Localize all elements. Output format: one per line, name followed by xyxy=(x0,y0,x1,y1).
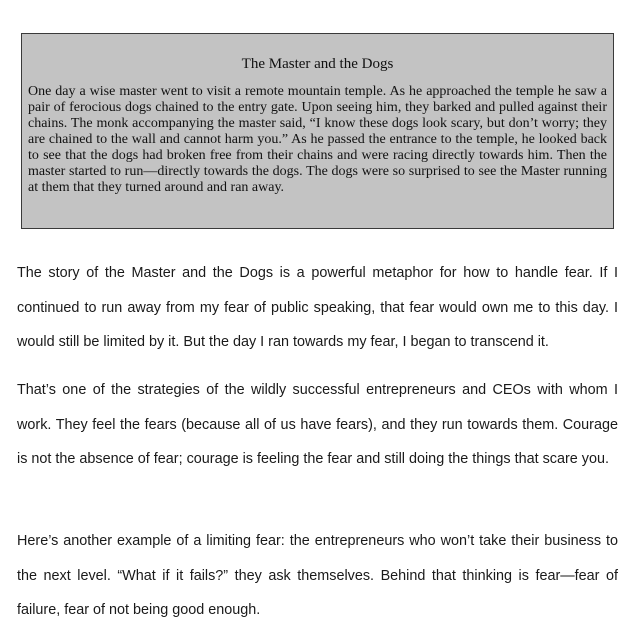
body-paragraph-1: The story of the Master and the Dogs is a powerful metaphor for how to handle fear. If I continued to run away from my fear of public speaking, that fear would own me to this day. I would still be limited by it. But the day I ran towards my fear, I began to transcend it. xyxy=(17,265,618,350)
body-paragraph-3: Here’s another example of a limiting fear: the entrepreneurs who won’t take their business to the next level. “What if it fails?” they ask themselves. Behind that thinking is fear—fear of failure, fear of not being good enough. xyxy=(17,533,618,618)
story-title: The Master and the Dogs xyxy=(241,56,394,72)
story-callout-box xyxy=(21,33,614,229)
story-text: One day a wise master went to visit a remote mountain temple. As he approached the temple he saw a pair of ferocious dogs chained to the entry gate. Upon seeing him, they barked and pulled against their chains. The monk accompanying the master said, “I know these dogs look scary, but don’t worry; they are chained to the wall and cannot harm you.” As he passed the entrance to the temple, he looked back to see that the dogs had broken free from their chains and were racing directly towards him. Then the master started to run—directly towards the dogs. The dogs were so surprised to see the Master running at them that they turned around and ran away. xyxy=(28,84,607,195)
body-paragraph-2: That’s one of the strategies of the wildly successful entrepreneurs and CEOs with whom I work. They feel the fears (because all of us have fears), and they run towards them. Courage is not the absence of fear; courage is feeling the fear and still doing the things that scare you. xyxy=(17,382,618,467)
